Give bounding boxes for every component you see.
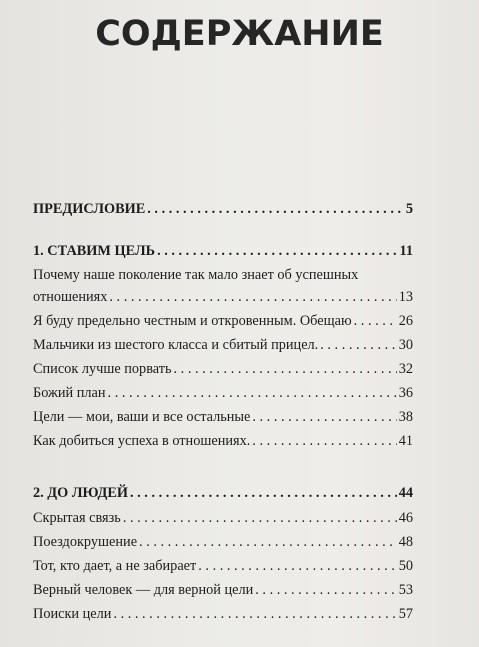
toc-entry-label: отношениях [33,289,108,305]
toc-entry-page: 44 [398,485,413,501]
toc-entry-chapter-1 [33,242,413,260]
toc-leader-dots [174,360,397,378]
toc-entry [33,360,413,378]
toc-entry-chapter-2 [33,484,413,502]
toc-leader-dots [108,384,397,402]
toc-entry [33,384,413,402]
toc-entry-label: Поездокрушение [33,534,138,550]
toc-entry [33,605,413,623]
toc-entry-page: 5 [405,201,413,217]
toc-entry [33,288,413,306]
toc-entry [33,509,413,527]
toc-entry-label: Скрытая связь [33,510,121,526]
toc-entry-page: 26 [398,313,413,329]
toc-leader-dots [198,557,396,575]
toc-entry-page: 36 [398,385,413,401]
toc-leader-dots [139,533,397,551]
toc-entry-wrap-line [33,266,413,284]
toc-entry [33,557,413,575]
toc-entry-label: ПРЕДИСЛОВИЕ [33,201,146,217]
toc-leader-dots [123,509,397,527]
toc-leader-dots [147,200,404,218]
toc-leader-dots [354,312,397,330]
toc-entry-page: 41 [398,433,413,449]
toc-entry-page: 50 [398,558,413,574]
toc-entry-page: 38 [398,409,413,425]
toc-entry-label: Как добиться успеха в отношениях. [33,433,251,449]
toc-entry-label: 2. ДО ЛЮДЕЙ [33,485,128,501]
toc-entry-label: Я буду предельно честным и откровенным. Обещаю [33,313,352,329]
toc-leader-dots [109,288,396,306]
toc-leader-dots [157,242,397,260]
toc-entry-label: Тот, кто дает, а не забирает [33,558,197,574]
toc-entry [33,533,413,551]
toc-leader-dots [320,336,396,354]
toc-leader-dots [255,581,396,599]
toc-entry-label: Верный человек — для верной цели [33,582,254,598]
toc-leader-dots [252,408,396,426]
toc-entry-label: Поиски цели [33,606,112,622]
toc-entry-page: 48 [398,534,413,550]
toc-leader-dots [130,484,397,502]
toc-entry-page: 30 [398,337,413,353]
toc-entry-page: 57 [398,606,413,622]
toc-entry-label: 1. СТАВИМ ЦЕЛЬ [33,243,156,259]
toc-entry-label: Список лучше порвать [33,361,172,377]
toc-entry-label-line1: Почему наше поколение так мало знает об успешных [33,267,359,283]
toc-entry [33,408,413,426]
toc-entry-page: 46 [398,510,413,526]
toc-entry [33,336,413,354]
toc-leader-dots [113,605,396,623]
toc-entry [33,581,413,599]
toc-entry-label: Цели — мои, ваши и все остальные [33,409,251,425]
toc-entry-page: 11 [399,243,413,259]
page-title: СОДЕРЖАНИЕ [95,14,384,54]
toc-entry-page: 32 [398,361,413,377]
toc-entry-page: 53 [398,582,413,598]
toc-entry-preface [33,200,413,218]
toc-entry-label: Божий план [33,385,106,401]
toc-entry-page: 13 [398,289,413,305]
toc-entry [33,312,413,330]
toc-entry-label: Мальчики из шестого класса и сбитый прицел. [33,337,319,353]
toc-entry [33,432,413,450]
toc-leader-dots [252,432,396,450]
